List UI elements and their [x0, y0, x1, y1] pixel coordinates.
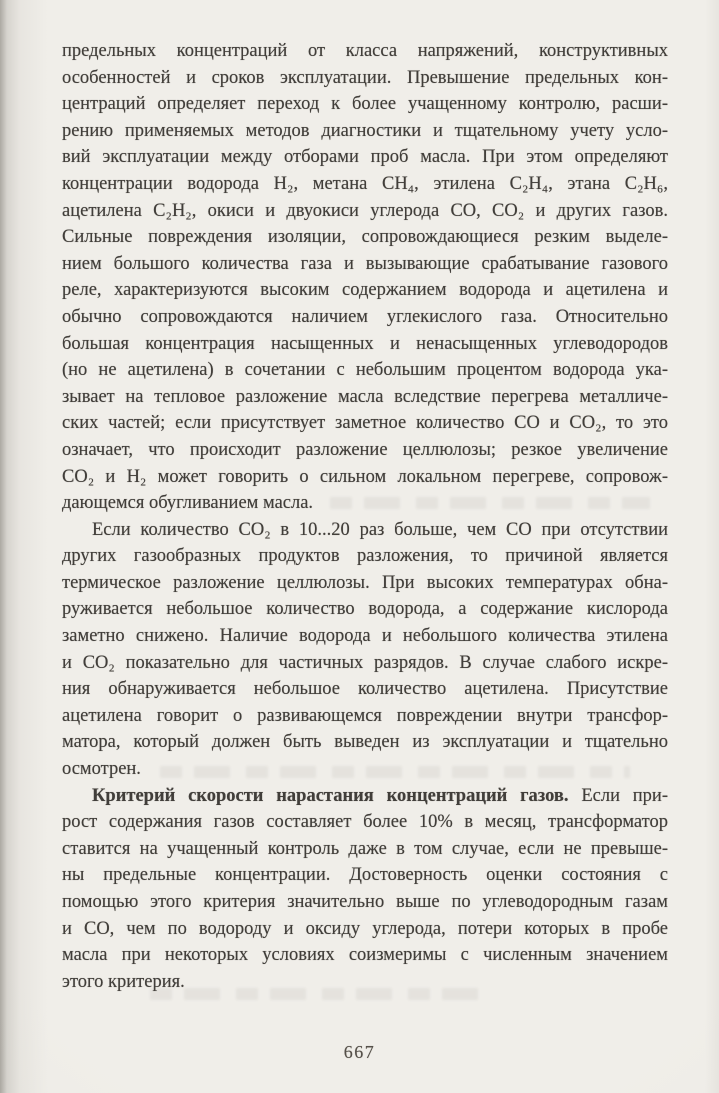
- text-line: ских частей; если присутствует заметное количество CO и CO₂, то это: [62, 413, 668, 434]
- text-line: помощью этого критерия значительно выше по углеводородным газам: [62, 892, 668, 912]
- text-line: рост содержания газов составляет более 10% в месяц, трансформатор: [62, 812, 668, 833]
- bleed-through-smudge: [150, 988, 490, 1000]
- text-line: масла при некоторых условиях соизмеримы с численным значением: [62, 945, 668, 966]
- text-line: CO₂ и H₂ может говорить о сильном локальном перегреве, сопровож-: [62, 466, 668, 487]
- text-line: ния обнаруживается небольшое количество ацетилена. Присутствие: [62, 679, 668, 700]
- text-line: дающемся обугливанием масла.: [62, 493, 314, 514]
- text-line: и CO, чем по водороду и оксиду углерода, потери которых в пробе: [62, 918, 668, 939]
- text-line: Критерий скорости нарастания концентраций газов. Если при-: [92, 785, 668, 806]
- text-line: руживается небольшое количество водорода, а содержание кислорода: [62, 599, 668, 620]
- text-line: означает, что происходит разложение целлюлозы; резкое увеличение: [62, 439, 668, 460]
- text-line: Если количество CO₂ в 10...20 раз больше, чем CO при отсутствии: [92, 519, 668, 540]
- text-line: ацетилена говорит о развивающемся повреждении внутри трансфор-: [62, 705, 668, 726]
- paragraph: [62, 38, 668, 517]
- text-line: (но не ацетилена) в сочетании с небольшим процентом водорода ука-: [62, 360, 668, 381]
- text-line: ацетилена C₂H₂, окиси и двуокиси углерода CO, CO₂ и других газов.: [62, 200, 668, 221]
- bleed-through-smudge: [330, 497, 650, 509]
- text-line: и CO₂ показательно для частичных разрядов. В случае слабого искре-: [62, 652, 668, 673]
- text-line: ны предельные концентрации. Достоверность оценки состояния с: [62, 865, 668, 886]
- text-line: ставится на учащенный контроль даже в том случае, если не превыше-: [62, 838, 668, 859]
- text-line: особенностей и сроков эксплуатации. Превышение предельных кон-: [62, 67, 668, 88]
- text-line: вий эксплуатации между отборами проб масла. При этом определяют: [62, 147, 668, 168]
- text-line: термическое разложение целлюлозы. При высоких температурах обна-: [62, 572, 668, 593]
- text-line: реле, характеризуются высоким содержанием водорода и ацетилена и: [62, 280, 668, 301]
- paragraph: [62, 517, 668, 783]
- text-line: нием большого количества газа и вызывающие срабатывание газового: [62, 253, 668, 274]
- text-line: концентрации водорода H₂, метана CH₄, этилена C₂H₄, этана C₂H₆,: [62, 173, 668, 194]
- page-number: 667: [343, 1042, 376, 1062]
- text-line: большая концентрация насыщенных и ненасыщенных углеводородов: [62, 333, 668, 354]
- text-line: рению применяемых методов диагностики и тщательному учету усло-: [62, 120, 668, 141]
- text-line: зывает на тепловое разложение масла вследствие перегрева металличе-: [62, 386, 668, 407]
- text-line: осмотрен.: [62, 759, 141, 780]
- paragraph: [62, 783, 668, 996]
- text-line: Сильные повреждения изоляции, сопровождающиеся резким выделе-: [62, 227, 668, 248]
- text-line: обычно сопровождаются наличием углекислого газа. Относительно: [62, 306, 668, 327]
- text-line: этого критерия.: [62, 971, 185, 992]
- text-line: центраций определяет переход к более учащенному контролю, расши-: [62, 94, 668, 115]
- bleed-through-smudge: [160, 766, 630, 778]
- text-line: других газообразных продуктов разложения, то причиной является: [62, 546, 668, 567]
- text-line: предельных концентраций от класса напряжений, конструктивных: [62, 41, 668, 61]
- text-block: [62, 38, 668, 995]
- text-line: заметно снижено. Наличие водорода и небольшого количества этилена: [62, 626, 668, 647]
- text-line: матора, который должен быть выведен из эксплуатации и тщательно: [62, 732, 668, 753]
